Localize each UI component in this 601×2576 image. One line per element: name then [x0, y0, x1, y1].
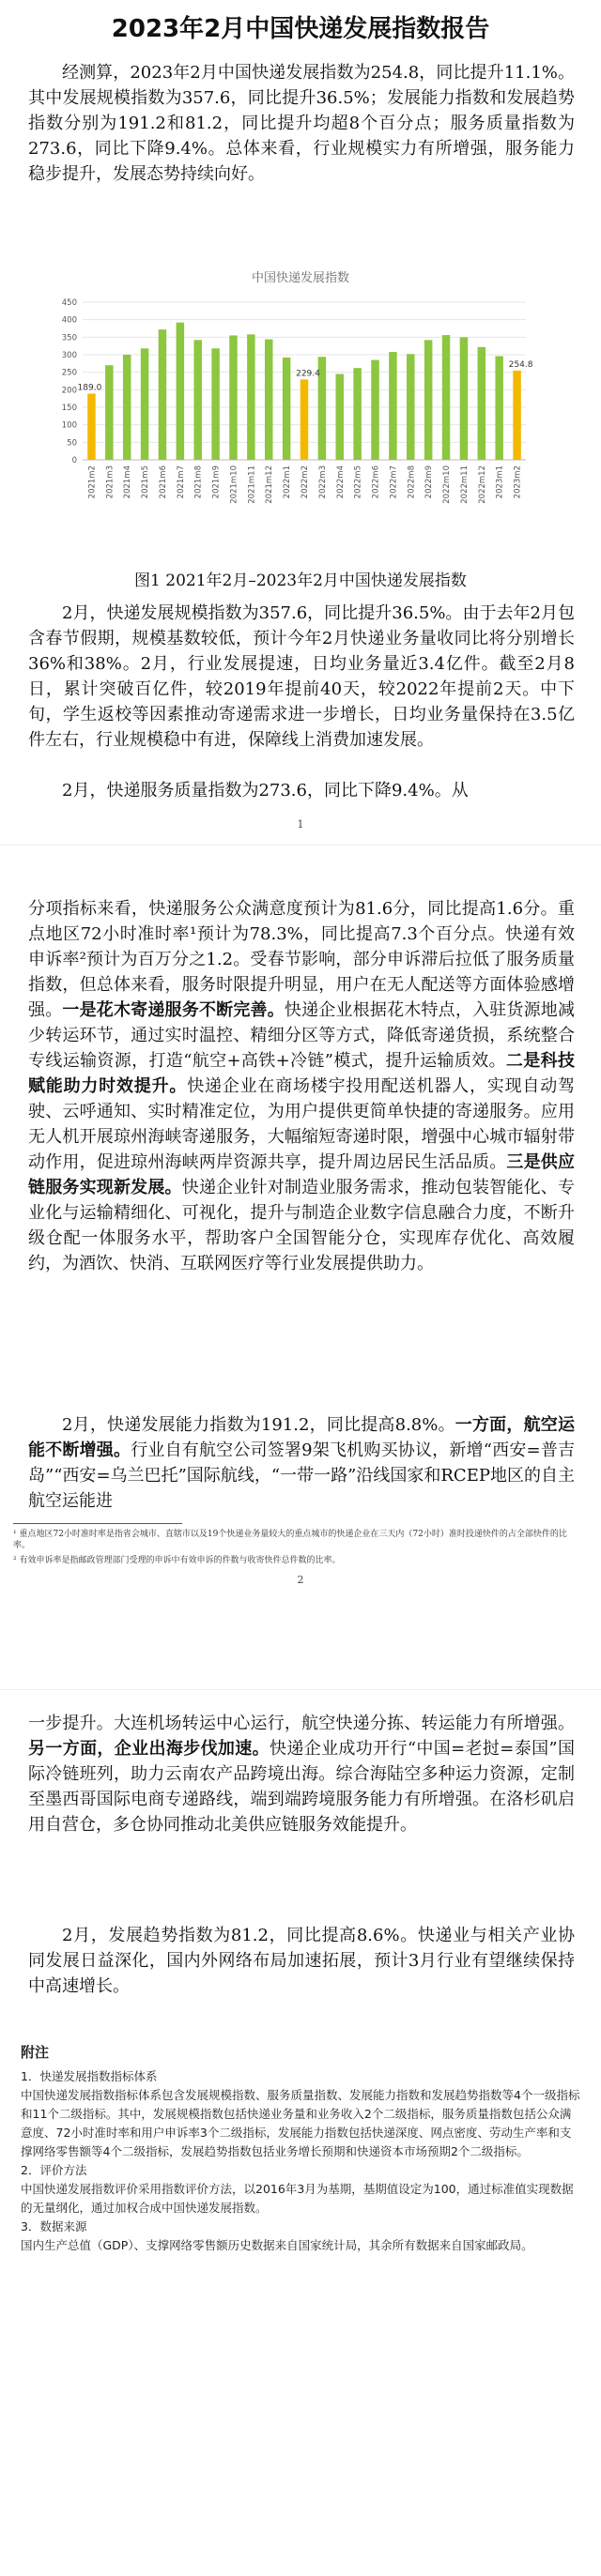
- y-tick-label: 400: [61, 315, 77, 326]
- x-tick-label: 2022m5: [353, 465, 363, 499]
- footnote-2: ² 有效申诉率是指邮政管理部门受理的申诉中有效申诉的件数与收寄快件总件数的比率。: [13, 1556, 341, 1565]
- note-3-title: 3．数据来源: [21, 2219, 87, 2233]
- supply-chain-text: 快递企业针对制造业服务需求，推动包装智能化、专业化与运输精细化、可视化，提升与制造企业数字信息融合力度，不断升级仓配一体服务水平，帮助客户全国智能分仓，实现库存优化、高效履约，为酒饮、快消、互联网医疗等行业发展提供助力。: [28, 1178, 576, 1273]
- overseas-heading: 另一方面，企业出海步伐加速。: [28, 1739, 270, 1759]
- data-label: 229.4: [296, 369, 320, 379]
- x-tick-label: 2021m4: [123, 465, 133, 499]
- bar-2021m12: [265, 340, 272, 460]
- x-tick-label: 2021m5: [141, 465, 151, 499]
- figure-caption: 图1 2021年2月–2023年2月中国快递发展指数: [134, 572, 467, 590]
- bar-2022m11: [460, 337, 468, 460]
- y-tick-label: 300: [61, 351, 77, 360]
- bar-2021m3: [105, 365, 113, 460]
- x-tick-label: 2022m3: [317, 465, 328, 499]
- capability-paragraph: [28, 1412, 575, 1514]
- overseas-paragraph: [28, 1711, 575, 1837]
- x-tick-label: 2021m7: [176, 465, 186, 499]
- y-tick-label: 100: [61, 420, 77, 431]
- x-tick-label: 2022m12: [477, 465, 487, 504]
- page-2: [0, 845, 601, 1690]
- quality-paragraph-start: 2月，快递服务质量指数为273.6，同比下降9.4%。从: [62, 781, 469, 800]
- capability-text: 2月，快递发展能力指数为191.2，同比提高8.8%。: [62, 1415, 455, 1435]
- x-tick-label: 2022m2: [300, 465, 310, 499]
- x-tick-label: 2022m6: [371, 465, 381, 499]
- intro-paragraph: 经测算，2023年2月中国快递发展指数为254.8，同比提升11.1%。其中发展规模指数为357.6，同比提升36.5%；发展能力指数和发展趋势指数分别为191.2和81.2，同比提升均超8个百分点；服务质量指数为273.6，同比下降9.4%。总体来看，行业规模实力有所增强，服务能力稳步提升，发展态势持续向好。: [28, 63, 575, 184]
- x-tick-label: 2022m8: [407, 465, 417, 499]
- chart-title: 中国快递发展指数: [251, 271, 349, 285]
- x-tick-label: 2022m7: [389, 465, 399, 499]
- trend-paragraph: 2月，发展趋势指数为81.2，同比提高8.6%。快递业与相关产业协同发展日益深化，国内外网络布局加速拓展，预计3月行业有望继续保持中高速增长。: [28, 1926, 575, 1996]
- note-1-body: 中国快递发展指数指标体系包含发展规模指数、服务质量指数、发展能力指数和发展趋势指数等4个一级指标和11个二级指标。其中，发展规模指数包括快递业务量和业务收入2个二级指标，服务质量指数包括公众满意度、72小时准时率和用户申诉率3个二级指标，发展能力指数包括快递深度、网点密度、劳动生产率和支撑网络零售额等4个二级指标，发展趋势指数包括业务增长预期和快递资本市场预期2个二级指标。: [21, 2088, 580, 2158]
- scale-paragraph: 2月，快递发展规模指数为357.6，同比提升36.5%。由于去年2月包含春节假期，规模基数较低，预计今年2月快递业务量收同比将分别增长36%和38%。2月，行业发展提速，日均业务量近3.4亿件。截至2月8日，累计突破百亿件，较2019年提前40天，较2022年提前2天。中下旬，学生返校等因素推动寄递需求进一步增长，日均业务量保持在3.5亿件左右，行业规模稳中有进，保障线上消费加速发展。: [28, 603, 575, 750]
- bar-2022m5: [353, 368, 361, 460]
- y-tick-label: 50: [67, 438, 77, 449]
- y-tick-label: 150: [61, 404, 77, 413]
- x-tick-label: 2021m12: [265, 465, 275, 504]
- page-number: 2: [297, 1574, 304, 1586]
- express-index-bar-chart: [0, 282, 601, 563]
- flower-text: 快递企业根据花木特点，入驻货源地减少转运环节，通过实时温控、精细分区等方式，降低寄递货损，系统整合专线运输资源，打造“航空+高铁+冷链”模式，提升运输质效。: [28, 1000, 576, 1071]
- y-tick-label: 200: [61, 386, 77, 396]
- note-2-body: 中国快递发展指数评价采用指数评价方法，以2016年3月为基期，基期值设定为100，通过标准值实现数据的无量纲化，通过加权合成中国快递发展指数。: [21, 2182, 574, 2215]
- tech-text: 快递企业在商场楼宇投用配送机器人，实现自动驾驶、云呼通知、实时精准定位，为用户提供更简单快捷的寄递服务。应用无人机开展琼州海峡寄递服务，大幅缩短寄递时限，增强中心城市辐射带动作用，促进琼州海峡两岸资源共享，提升周边居民生活品质。: [28, 1076, 576, 1172]
- x-tick-label: 2021m11: [247, 465, 257, 504]
- bar-2021m9: [211, 348, 219, 460]
- notes-heading: 附注: [21, 2044, 50, 2061]
- bar-2021m4: [123, 355, 131, 460]
- footnote-1: ¹ 重点地区72小时准时率是指省会城市、直辖市以及19个快递业务量较大的重点城市的快递企业在三天内（72小时）准时投递快件的占全部快件的比率。: [13, 1530, 567, 1550]
- aviation-text: 行业自有航空公司签署9架飞机购买协议，新增“西安=普吉岛”“西安=乌兰巴托”国际航线，“一带一路”沿线国家和RCEP地区的自主航空运能进: [28, 1440, 576, 1511]
- bar-2022m10: [442, 335, 450, 460]
- bar-2021m11: [247, 334, 254, 460]
- page-3: [0, 1689, 601, 2576]
- bar-2022m12: [478, 347, 485, 460]
- y-tick-label: 450: [61, 298, 77, 308]
- x-tick-label: 2022m9: [424, 465, 435, 499]
- bar-2022m1: [283, 358, 290, 460]
- y-tick-label: 250: [61, 368, 77, 378]
- report-title: 2023年2月中国快递发展指数报告: [111, 15, 490, 43]
- y-tick-label: 0: [71, 456, 77, 465]
- x-tick-label: 2021m2: [87, 465, 98, 499]
- bar-2022m7: [389, 352, 396, 460]
- bar-2021m10: [229, 335, 237, 460]
- quality-text: 分项指标来看，快递服务公众满意度预计为81.6分，同比提高1.6分。重点地区72小时准时率¹预计为78.3%，同比提高7.3个百分点。快递有效申诉率²预计为百万分之1.2。受春节影响，部分申诉滞后拉低了服务质量指数，但总体来看，服务时限提升明显，用户在无人配送等方面体验感增强。: [28, 899, 575, 1020]
- footnote-rule: [13, 1523, 182, 1524]
- note-2-title: 2．评价方法: [21, 2163, 87, 2177]
- x-tick-label: 2021m9: [211, 465, 222, 499]
- data-label: 254.8: [508, 359, 533, 370]
- x-tick-label: 2021m3: [105, 465, 116, 499]
- note-1-title: 1．快递发展指数指标体系: [21, 2069, 158, 2083]
- page-number: 1: [297, 818, 304, 831]
- x-tick-label: 2021m10: [229, 465, 239, 504]
- bar-2022m2: [300, 379, 308, 460]
- bar-2022m4: [336, 374, 344, 460]
- bar-2022m8: [407, 354, 414, 460]
- x-tick-label: 2023m1: [495, 465, 505, 499]
- overseas-lead-text: 一步提升。大连机场转运中心运行，航空快递分拣、转运能力有所增强。: [28, 1714, 575, 1733]
- supply-chain-heading: 三是供应链服务实现新发展。: [28, 1152, 576, 1197]
- bar-2021m8: [193, 340, 201, 460]
- bar-2023m2: [513, 371, 520, 460]
- x-tick-label: 2021m6: [158, 465, 168, 499]
- quality-paragraph: [28, 896, 575, 1276]
- aviation-heading: 一方面，航空运能不断增强。: [28, 1415, 575, 1460]
- bar-2022m6: [371, 360, 378, 460]
- bar-2022m9: [424, 340, 432, 460]
- flower-heading: 一是花木寄递服务不断完善。: [62, 1000, 285, 1020]
- bar-2021m2: [87, 393, 95, 460]
- x-tick-label: 2022m1: [283, 465, 293, 499]
- bar-2021m6: [159, 329, 166, 460]
- tech-heading: 二是科技赋能助力时效提升。: [28, 1051, 575, 1096]
- x-tick-label: 2022m4: [335, 465, 346, 499]
- bar-2023m1: [495, 356, 502, 460]
- bar-2021m5: [141, 348, 148, 460]
- bar-2021m7: [177, 323, 184, 460]
- overseas-text: 快递企业成功开行“中国=老挝=泰国”国际冷链班列，助力云南农产品跨境出海。综合海陆空多种运力资源，定制至墨西哥国际电商专递路线，端到端跨境服务能力有所增强。在洛杉矶启用自营仓，多仓协同推动北美供应链服务效能提升。: [28, 1739, 575, 1835]
- y-tick-label: 350: [61, 333, 77, 343]
- x-tick-label: 2023m2: [513, 465, 523, 499]
- x-tick-label: 2021m8: [193, 465, 204, 499]
- data-label: 189.0: [77, 383, 102, 393]
- x-tick-label: 2022m10: [442, 465, 453, 504]
- note-3-body: 国内生产总值（GDP）、支撑网络零售额历史数据来自国家统计局，其余所有数据来自国家邮政局。: [21, 2238, 533, 2252]
- page-1: [0, 0, 601, 845]
- notes-section: [21, 2043, 580, 2255]
- x-tick-label: 2022m11: [459, 465, 470, 504]
